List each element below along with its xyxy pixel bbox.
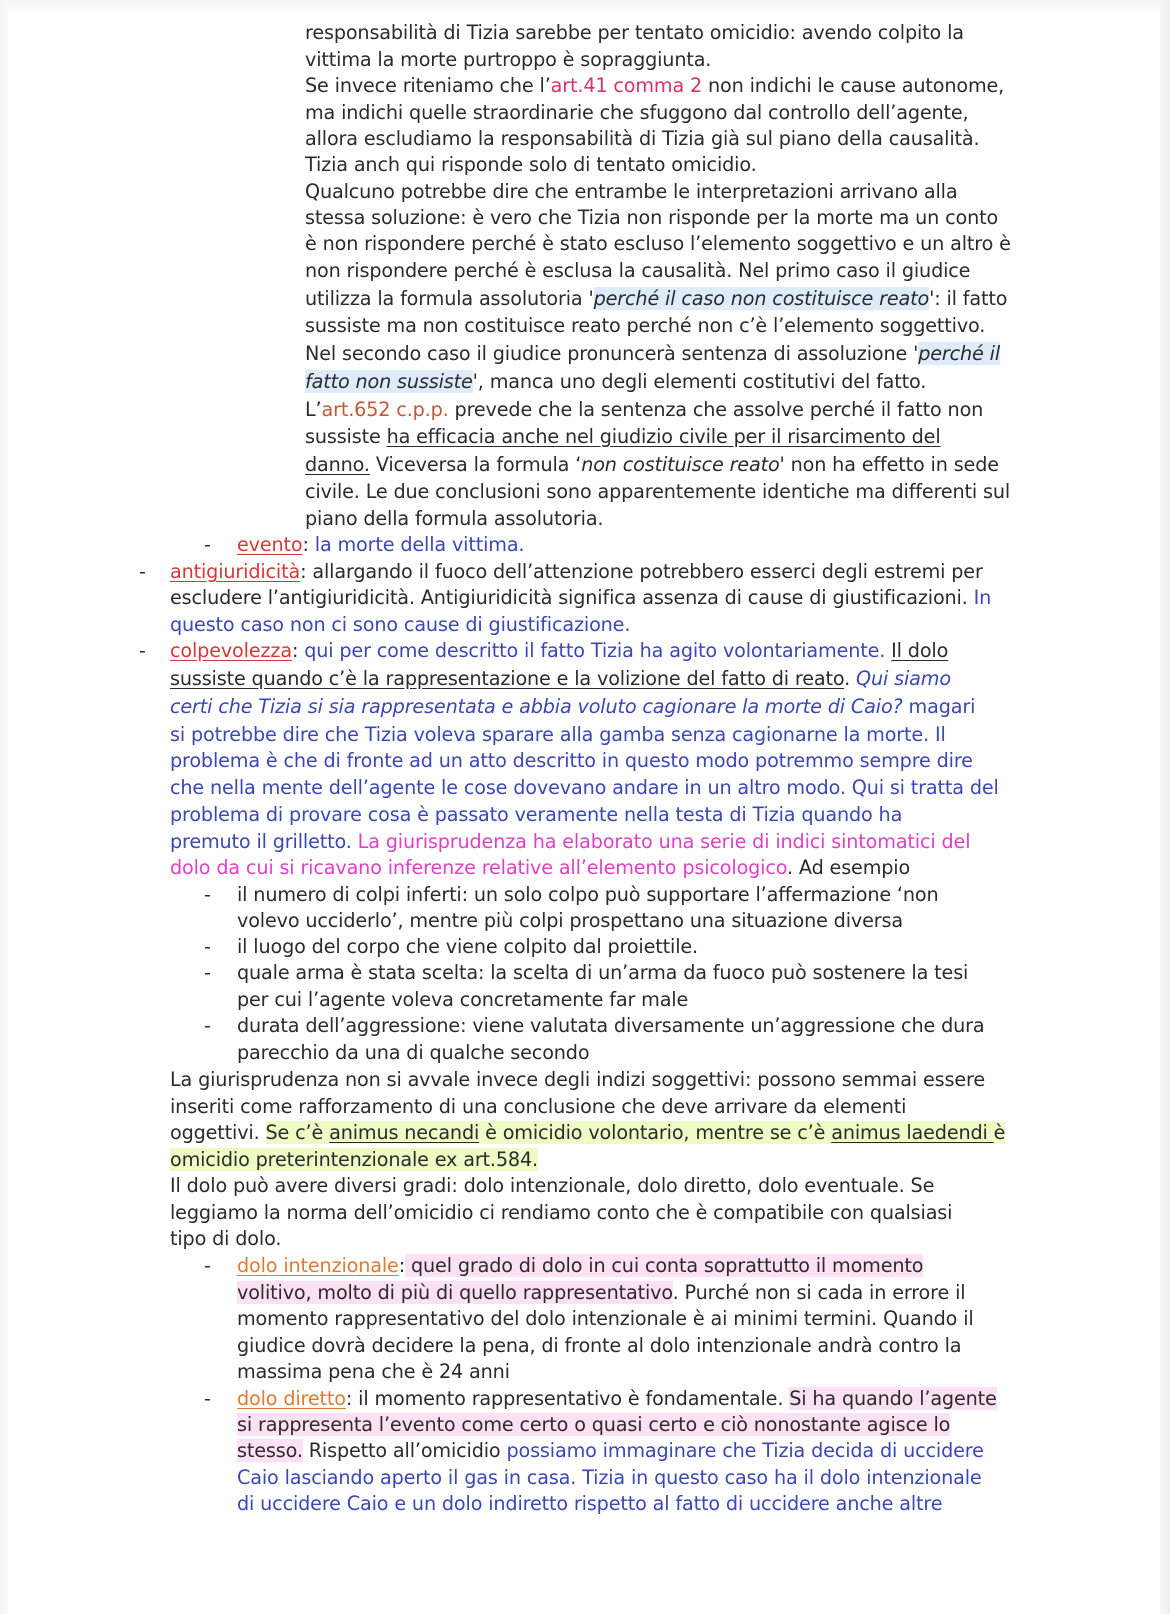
list-item-indice <box>237 1013 984 1039</box>
text-run: piano della formula assolutoria. <box>305 507 604 530</box>
text-line <box>170 855 910 881</box>
text-line <box>237 1412 950 1438</box>
highlighted-quote: perché il caso non costituisce reato <box>593 287 930 310</box>
blue-note: possiamo immaginare che Tizia decida di uccidere <box>506 1439 984 1462</box>
text-run: momento rappresentativo del dolo intenzionale è ai minimi termini. Quando il <box>237 1307 974 1330</box>
bullet-dash: - <box>204 1388 211 1410</box>
highlighted-text: Si ha quando l’agente <box>789 1387 997 1410</box>
text-run: . Purché non si cada in errore il <box>672 1281 966 1304</box>
text-run: escludere l’antigiuridicità. Antigiuridicità significa assenza di cause di giustificazioni. <box>170 586 968 609</box>
underlined-text: danno. <box>305 453 370 476</box>
section-heading: dolo intenzionale <box>237 1254 399 1277</box>
text-line <box>305 205 998 231</box>
underlined-text: ha efficacia anche nel giudizio civile per il risarcimento del <box>386 425 941 448</box>
text-run: Il dolo può avere diversi gradi: dolo intenzionale, dolo diretto, dolo eventuale. Se <box>170 1174 935 1197</box>
text-run: ', manca uno degli elementi costitutivi del fatto. <box>472 370 927 393</box>
highlighted-text: Se c’è <box>265 1121 330 1144</box>
text-run: ': il fatto <box>929 287 1008 310</box>
text-line <box>305 47 711 73</box>
text-line <box>237 908 903 934</box>
text-run: non rispondere perché è esclusa la causalità. Nel primo caso il giudice <box>305 259 971 282</box>
highlighted-text: omicidio preterintenzionale ex art.584. <box>170 1148 538 1171</box>
text-run: . <box>844 667 857 690</box>
blue-note: premuto il grilletto. <box>170 830 352 853</box>
blue-note: questo caso non ci sono cause di giustificazione. <box>170 613 631 636</box>
highlighted-underlined-term: animus necandi <box>329 1121 480 1144</box>
magenta-note: La giurisprudenza ha elaborato una serie di indici sintomatici del <box>351 830 971 853</box>
bullet-dash: - <box>139 640 146 662</box>
bullet-dash: - <box>204 936 211 958</box>
underlined-text: sussiste quando c’è la rappresentazione e la volizione del fatto di reato <box>170 667 845 690</box>
blue-italic-note: certi che Tizia si sia rappresentata e abbia voluto cagionare la morte di Caio? <box>170 695 903 718</box>
text-line <box>170 1067 985 1093</box>
text-run: tipo di dolo. <box>170 1227 282 1250</box>
article-reference: art.652 c.p.p. <box>321 398 449 421</box>
bullet-dash: - <box>204 1015 211 1037</box>
text-line <box>305 424 941 450</box>
text-run: : <box>398 1254 406 1277</box>
section-heading: colpevolezza <box>170 639 292 662</box>
text-run: il numero di colpi inferti: un solo colpo può supportare l’affermazione ‘non <box>237 883 939 906</box>
text-line <box>305 369 926 395</box>
text-line <box>305 258 970 284</box>
text-run: ma indichi quelle straordinarie che sfuggono dal controllo dell’agente, <box>305 101 969 124</box>
blue-italic-note: Qui siamo <box>856 667 951 690</box>
text-line <box>170 1120 1005 1146</box>
list-item-indice <box>237 960 968 986</box>
list-item-dolo-diretto <box>237 1386 997 1412</box>
bullet-dash: - <box>204 534 211 556</box>
bullet-dash: - <box>204 884 211 906</box>
section-heading: dolo diretto <box>237 1387 346 1410</box>
text-line <box>170 1200 952 1226</box>
text-run: L’ <box>305 398 322 421</box>
text-line <box>305 179 957 205</box>
text-run: massima pena che è 24 anni <box>237 1360 510 1383</box>
text-run: inseriti come rafforzamento di una conclusione che deve arrivare da elementi <box>170 1095 907 1118</box>
text-line <box>305 452 999 478</box>
highlighted-text: si rappresenta l’evento come certo o quasi certo e ciò nonostante agisce lo <box>237 1413 951 1436</box>
text-line <box>237 1438 984 1464</box>
highlighted-text: stesso. <box>237 1439 303 1462</box>
text-line <box>237 1465 982 1491</box>
blue-note: di uccidere Caio e un dolo indiretto rispetto al fatto di uccidere anche altre <box>237 1492 943 1515</box>
text-line <box>170 1226 281 1252</box>
text-line <box>305 479 1010 505</box>
bullet-dash: - <box>204 962 211 984</box>
text-line <box>170 694 975 720</box>
text-line <box>170 775 999 801</box>
text-line <box>237 1359 510 1385</box>
text-line <box>305 126 979 152</box>
blue-note: la morte della vittima. <box>308 533 525 556</box>
text-run: allora escludiamo la responsabilità di Tizia già sul piano della causalità. <box>305 127 980 150</box>
bullet-dash: - <box>139 561 146 583</box>
text-run: sussiste <box>305 425 387 448</box>
text-line <box>305 20 964 46</box>
highlighted-text: è <box>993 1121 1006 1144</box>
text-run: giudice dovrà decidere la pena, di fronte al dolo intenzionale andrà contro la <box>237 1334 962 1357</box>
text-run: parecchio da una di qualche secondo <box>237 1041 590 1064</box>
text-run: il momento rappresentativo è fondamentale. <box>352 1387 790 1410</box>
text-line <box>305 73 1004 99</box>
text-line <box>305 100 969 126</box>
blue-note: In <box>967 586 992 609</box>
text-line <box>305 397 983 423</box>
article-reference: art.41 comma 2 <box>550 74 703 97</box>
text-run: : <box>291 639 299 662</box>
text-line <box>170 829 970 855</box>
bullet-dash: - <box>204 1255 211 1277</box>
text-run: Tizia anch qui risponde solo di tentato omicidio. <box>305 153 757 176</box>
highlighted-underlined-term: animus laedendi <box>831 1121 994 1144</box>
text-run: durata dell’aggressione: viene valutata diversamente un’aggressione che dura <box>237 1014 985 1037</box>
text-run: La giurisprudenza non si avvale invece degli indizi soggettivi: possono semmai essere <box>170 1068 985 1091</box>
text-line <box>305 152 757 178</box>
text-run: oggettivi. <box>170 1121 266 1144</box>
text-line <box>170 802 902 828</box>
text-run: allargando il fuoco dell’attenzione potrebbero esserci degli estremi per <box>306 560 983 583</box>
text-line <box>237 1280 965 1306</box>
text-run: . Ad esempio <box>787 856 911 879</box>
section-heading: antigiuridicità <box>170 560 301 583</box>
underlined-text: Il dolo <box>891 639 949 662</box>
text-run: il luogo del corpo che viene colpito dal proiettile. <box>237 935 698 958</box>
list-item-indice <box>237 882 939 908</box>
text-line <box>170 612 630 638</box>
text-run: stessa soluzione: è vero che Tizia non risponde per la morte ma un conto <box>305 206 999 229</box>
text-run: sussiste ma non costituisce reato perché non c’è l’elemento soggettivo. <box>305 314 986 337</box>
text-run: utilizza la formula assolutoria ' <box>305 287 594 310</box>
text-line <box>170 1173 934 1199</box>
text-line <box>237 1491 942 1517</box>
text-line <box>305 286 1007 312</box>
list-item-antigiuridicita <box>170 559 983 585</box>
text-line <box>170 1094 906 1120</box>
section-heading: evento <box>237 533 303 556</box>
text-run: Se invece riteniamo che l’ <box>305 74 551 97</box>
text-run: : <box>345 1387 353 1410</box>
text-line <box>170 585 991 611</box>
text-line <box>305 341 1000 367</box>
blue-note: Caio lasciando aperto il gas in casa. Tizia in questo caso ha il dolo intenzionale <box>237 1466 982 1489</box>
text-line <box>237 987 688 1013</box>
magenta-note: dolo da cui si ricavano inferenze relative all’elemento psicologico <box>170 856 788 879</box>
list-item-colpevolezza <box>170 638 948 664</box>
list-item-indice <box>237 934 698 960</box>
list-item-dolo-intenzionale <box>237 1253 923 1279</box>
text-line <box>305 313 985 339</box>
blue-note: problema è che di fronte ad un atto descritto in questo modo potremmo sempre dire <box>170 749 973 772</box>
text-run: per cui l’agente voleva concretamente far male <box>237 988 689 1011</box>
highlighted-quote: fatto non sussiste <box>305 370 473 393</box>
italic-quote: non costituisce reato <box>581 453 780 476</box>
text-line <box>237 1306 974 1332</box>
text-run: prevede che la sentenza che assolve perché il fatto non <box>448 398 984 421</box>
text-line <box>237 1333 961 1359</box>
text-run: non indichi le cause autonome, <box>702 74 1005 97</box>
text-line <box>170 722 946 748</box>
text-run: è non rispondere perché è stato escluso l’elemento soggettivo e un altro è <box>305 232 1011 255</box>
text-run: Viceversa la formula ‘ <box>369 453 582 476</box>
text-run: responsabilità di Tizia sarebbe per tentato omicidio: avendo colpito la <box>305 21 964 44</box>
text-line <box>237 1040 589 1066</box>
text-run: Rispetto all’omicidio <box>302 1439 507 1462</box>
blue-note: che nella mente dell’agente le cose dovevano andare in un altro modo. Qui si tratta del <box>170 776 999 799</box>
highlighted-quote: perché il <box>918 342 1001 365</box>
text-run: : <box>302 533 309 556</box>
text-run: Qualcuno potrebbe dire che entrambe le interpretazioni arrivano alla <box>305 180 958 203</box>
blue-note: qui per come descritto il fatto Tizia ha agito volontariamente. <box>298 639 892 662</box>
text-line <box>305 231 1011 257</box>
blue-note: problema di provare cosa è passato veramente nella testa di Tizia quando ha <box>170 803 903 826</box>
text-run: ' non ha effetto in sede <box>779 453 999 476</box>
text-line <box>170 666 951 692</box>
text-run: leggiamo la norma dell’omicidio ci rendiamo conto che è compatibile con qualsiasi <box>170 1201 953 1224</box>
text-line <box>170 748 973 774</box>
blue-note: magari <box>902 695 976 718</box>
text-run: civile. Le due conclusioni sono apparentemente identiche ma differenti sul <box>305 480 1011 503</box>
highlighted-text: quel grado di dolo in cui conta soprattutto il momento <box>405 1254 924 1277</box>
text-line <box>170 1147 538 1173</box>
text-run: quale arma è stata scelta: la scelta di un’arma da fuoco può sostenere la tesi <box>237 961 969 984</box>
text-run: volevo ucciderlo’, mentre più colpi prospettano una situazione diversa <box>237 909 903 932</box>
blue-note: si potrebbe dire che Tizia voleva sparare alla gamba senza cagionarne la morte. Il <box>170 723 946 746</box>
highlighted-text: è omicidio volontario, mentre se c’è <box>479 1121 832 1144</box>
text-run: : <box>300 560 307 583</box>
text-run: Nel secondo caso il giudice pronuncerà sentenza di assoluzione ' <box>305 342 919 365</box>
list-item-evento <box>237 532 524 558</box>
text-line <box>305 506 603 532</box>
text-run: vittima la morte purtroppo è sopraggiunta. <box>305 48 712 71</box>
highlighted-text: volitivo, molto di più di quello rappresentativo <box>237 1281 673 1304</box>
page-right-edge <box>1160 0 1170 1614</box>
